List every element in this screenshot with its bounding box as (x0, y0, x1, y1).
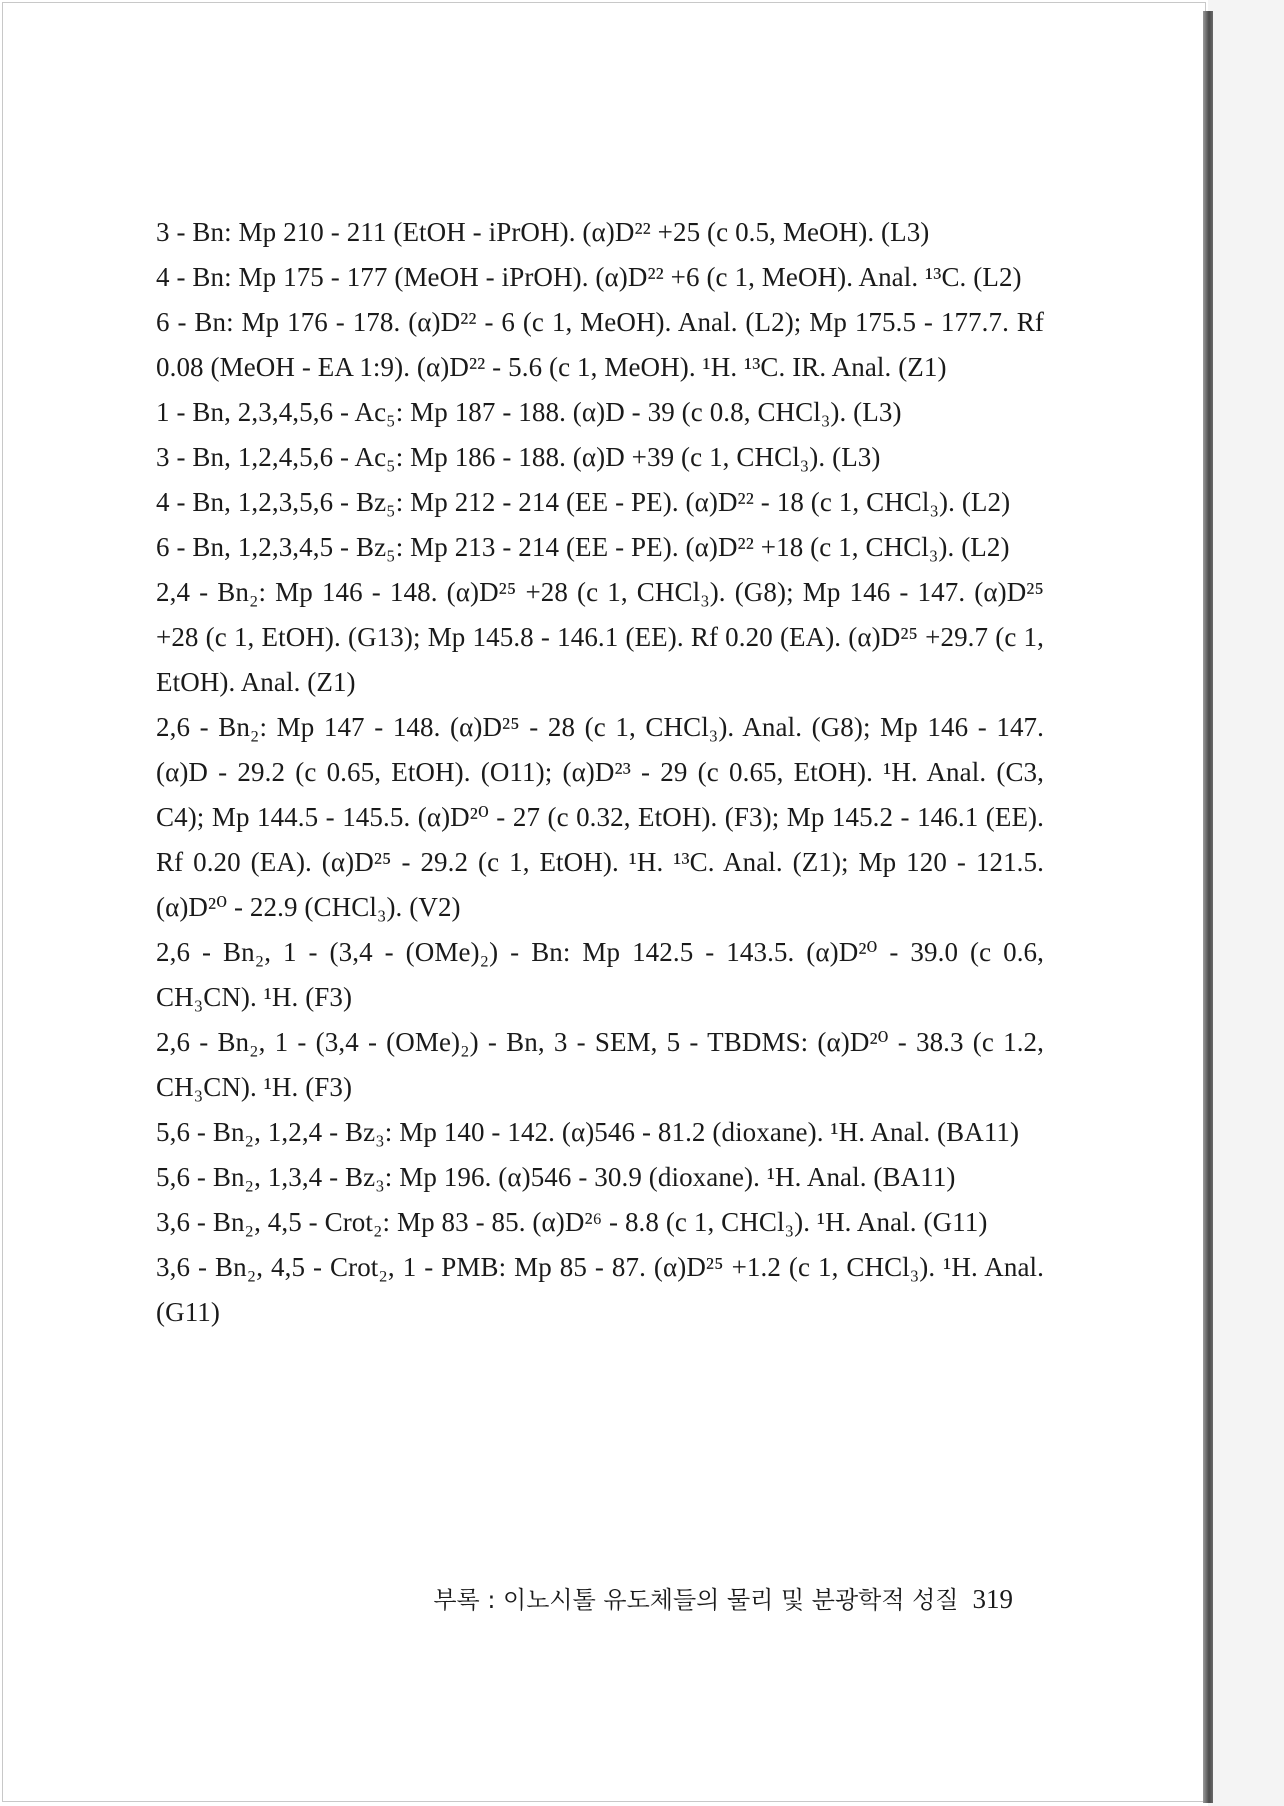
compound-entry: 6 - Bn, 1,2,3,4,5 - Bz₅: Mp 213 - 214 (EE - PE). (α)D²² +18 (c 1, CHCl₃). (L2) (156, 532, 1010, 562)
compound-entry: 4 - Bn: Mp 175 - 177 (MeOH - iPrOH). (α)D²² +6 (c 1, MeOH). Anal. ¹³C. (L2) (156, 262, 1022, 292)
compound-entry: 1 - Bn, 2,3,4,5,6 - Ac₅: Mp 187 - 188. (α)D - 39 (c 0.8, CHCl₃). (L3) (156, 397, 902, 427)
page-edge-shadow (1203, 11, 1213, 1803)
compound-entry: 2,6 - Bn₂: Mp 147 - 148. (α)D²⁵ - 28 (c 1, CHCl₃). Anal. (G8); Mp 146 - 147. (α)D - 29.2 (c 0.65, EtOH). (O11); (α)D²³ - 29 (c 0.65, EtOH). ¹H. Anal. (C3, C4); Mp 144.5 - 145.5. (α)D²⁰ - 27 (c 0.32, EtOH). (F3); Mp 145.2 - 146.1 (EE). Rf 0.20 (EA). (α)D²⁵ - 29.2 (c 1, EtOH). ¹H. ¹³C. Anal. (Z1); Mp 120 - 121.5. (α)D²⁰ - 22.9 (CHCl₃). (V2) (156, 712, 1044, 922)
compound-entry: 6 - Bn: Mp 176 - 178. (α)D²² - 6 (c 1, MeOH). Anal. (L2); Mp 175.5 - 177.7. Rf 0.08 (MeOH - EA 1:9). (α)D²² - 5.6 (c 1, MeOH). ¹H. ¹³C. IR. Anal. (Z1) (156, 307, 1044, 382)
compound-entry: 3,6 - Bn₂, 4,5 - Crot₂, 1 - PMB: Mp 85 - 87. (α)D²⁵ +1.2 (c 1, CHCl₃). ¹H. Anal. (G11) (156, 1252, 1044, 1327)
compound-entry: 4 - Bn, 1,2,3,5,6 - Bz₅: Mp 212 - 214 (EE - PE). (α)D²² - 18 (c 1, CHCl₃). (L2) (156, 487, 1011, 517)
compound-entry: 2,6 - Bn₂, 1 - (3,4 - (OMe)₂) - Bn, 3 - SEM, 5 - TBDMS: (α)D²⁰ - 38.3 (c 1.2, CH₃CN). ¹H. (F3) (156, 1027, 1044, 1102)
compound-entry: 2,6 - Bn₂, 1 - (3,4 - (OMe)₂) - Bn: Mp 142.5 - 143.5. (α)D²⁰ - 39.0 (c 0.6, CH₃CN). ¹H. (F3) (156, 937, 1044, 1012)
compound-entry: 5,6 - Bn₂, 1,2,4 - Bz₃: Mp 140 - 142. (α)546 - 81.2 (dioxane). ¹H. Anal. (BA11) (156, 1117, 1020, 1147)
running-title: 부록 : 이노시톨 유도체들의 물리 및 분광학적 성질 (433, 1586, 959, 1614)
compound-data-list (156, 210, 1044, 1335)
compound-entry: 3 - Bn: Mp 210 - 211 (EtOH - iPrOH). (α)D²² +25 (c 0.5, MeOH). (L3) (156, 217, 930, 247)
book-page (2, 2, 1206, 1802)
page-footer (423, 1581, 1013, 1618)
page-number: 319 (972, 1584, 1013, 1614)
compound-entry: 2,4 - Bn₂: Mp 146 - 148. (α)D²⁵ +28 (c 1, CHCl₃). (G8); Mp 146 - 147. (α)D²⁵ +28 (c 1, EtOH). (G13); Mp 145.8 - 146.1 (EE). Rf 0.20 (EA). (α)D²⁵ +29.7 (c 1, EtOH). Anal. (Z1) (156, 577, 1044, 697)
compound-entry: 3 - Bn, 1,2,4,5,6 - Ac₅: Mp 186 - 188. (α)D +39 (c 1, CHCl₃). (L3) (156, 442, 881, 472)
compound-entry: 3,6 - Bn₂, 4,5 - Crot₂: Mp 83 - 85. (α)D²⁶ - 8.8 (c 1, CHCl₃). ¹H. Anal. (G11) (156, 1207, 988, 1237)
viewer-background (1208, 0, 1284, 1806)
compound-entry: 5,6 - Bn₂, 1,3,4 - Bz₃: Mp 196. (α)546 - 30.9 (dioxane). ¹H. Anal. (BA11) (156, 1162, 956, 1192)
